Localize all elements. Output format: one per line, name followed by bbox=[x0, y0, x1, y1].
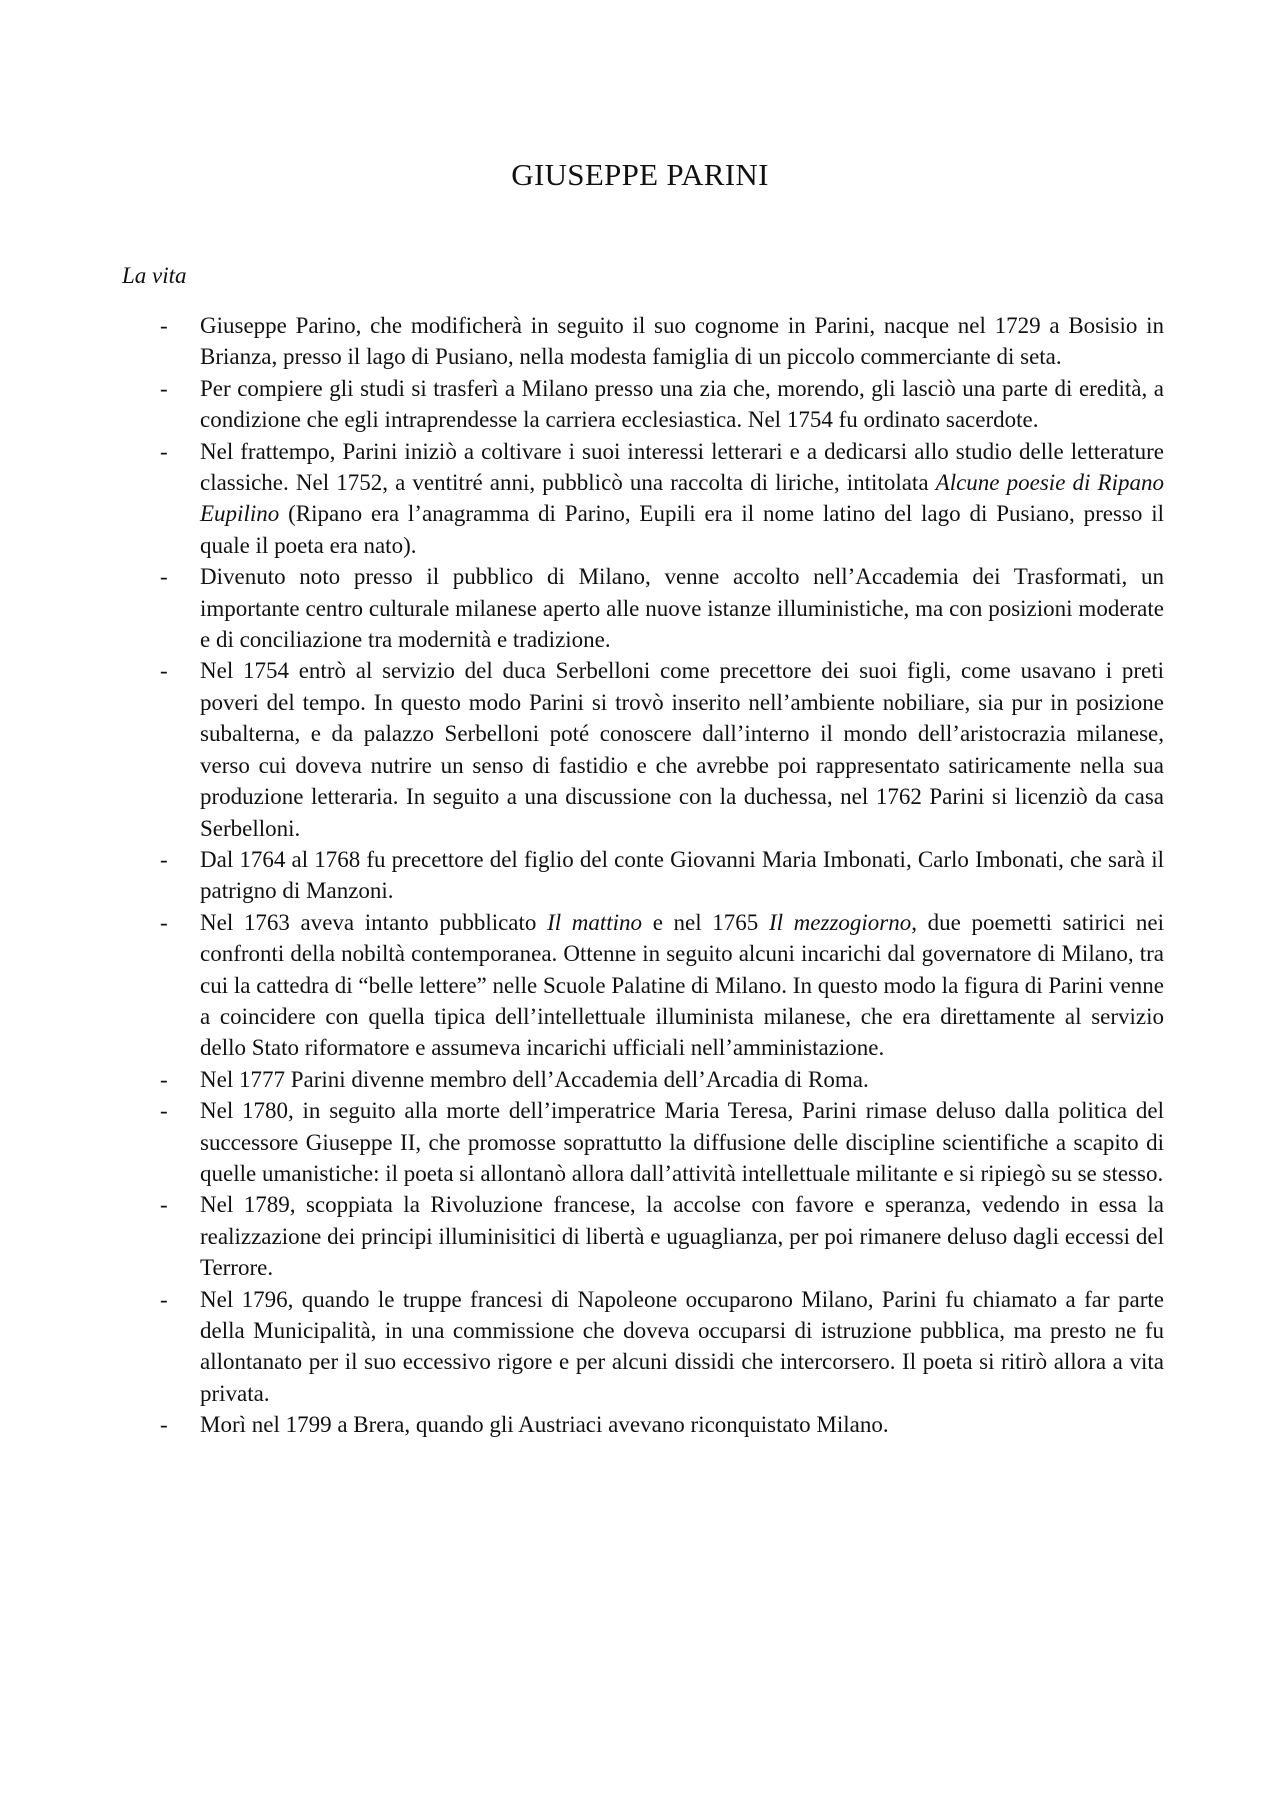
list-item bbox=[0, 655, 1164, 843]
text-segment: Divenuto noto presso il pubblico di Milano, venne accolto nell’Accademia dei Trasformati, un importante centro culturale milanese aperto alle nuove istanze illuministiche, ma con posizioni moderate e di conciliazione tra modernità e tradizione. bbox=[200, 564, 1164, 653]
text-segment: Morì nel 1799 a Brera, quando gli Austriaci avevano riconquistato Milano. bbox=[200, 1412, 889, 1438]
list-item-text bbox=[200, 658, 1164, 840]
bullet-dash: - bbox=[160, 658, 168, 684]
page-title: GIUSEPPE PARINI bbox=[511, 157, 769, 192]
bullet-dash: - bbox=[160, 313, 168, 338]
bullet-dash: - bbox=[160, 375, 168, 401]
list-item-text bbox=[200, 1412, 889, 1437]
list-item bbox=[0, 1409, 1164, 1440]
text-segment: Nel 1777 Parini divenne membro dell’Accademia dell’Arcadia di Roma. bbox=[200, 1066, 869, 1092]
text-segment: Nel 1754 entrò al servizio del duca Serbelloni come precettore dei suoi figli, come usavano i preti poveri del tempo. In questo modo Parini si trovò inserito nell’ambiente nobiliare, sia pur in posizione subalterna, e da palazzo Serbelloni poté conoscere dall’interno il mondo dell’aristocrazia milanese, verso cui doveva nutrire un senso di fastidio e che avrebbe poi rappresentato satiricamente nella sua produzione letteraria. In seguito a una discussione con la duchessa, nel 1762 Parini si licenziò da casa Serbelloni. bbox=[200, 658, 1164, 841]
bullet-dash: - bbox=[160, 909, 168, 935]
list-item-text bbox=[200, 1192, 1164, 1280]
text-segment: , due poemetti satirici nei confronti della nobiltà contemporanea. Ottenne in seguito alcuni incarichi dal governatore di Milano, tra cui la cattedra di “belle lettere” nelle Scuole Palatine di Milano. In questo modo la figura di Parini venne a coincidere con quella tipica dell’intellettuale illuminista milanese, che era direttamente al servizio dello Stato riformatore e assumeva incarichi ufficiali nell’amministazione. bbox=[200, 909, 1164, 1061]
italic-title-text: Il mattino bbox=[547, 909, 643, 935]
list-item bbox=[0, 561, 1164, 655]
bullet-dash: - bbox=[160, 1192, 168, 1218]
list-item bbox=[0, 844, 1164, 907]
list-item bbox=[0, 436, 1164, 562]
list-item-text bbox=[200, 1067, 869, 1092]
bullet-dash: - bbox=[160, 1098, 168, 1124]
list-item bbox=[0, 1189, 1164, 1283]
text-segment: Nel 1789, scoppiata la Rivoluzione francese, la accolse con favore e speranza, vedendo in essa la realizzazione dei principi illuminisitici di libertà e uguaglianza, per poi rimanere deluso dagli eccessi del Terrore. bbox=[200, 1192, 1164, 1281]
list-item bbox=[0, 1064, 1164, 1095]
list-item-text bbox=[200, 313, 1164, 369]
text-segment: e nel 1765 bbox=[642, 909, 769, 935]
list-item-text bbox=[200, 564, 1164, 652]
text-segment: Dal 1764 al 1768 fu precettore del figlio del conte Giovanni Maria Imbonati, Carlo Imbonati, che sarà il patrigno di Manzoni. bbox=[200, 846, 1164, 904]
list-item bbox=[0, 310, 1164, 373]
bullet-dash: - bbox=[160, 846, 168, 872]
text-segment: (Ripano era l’anagramma di Parino, Eupili era il nome latino del lago di Pusiano, presso il quale il poeta era nato). bbox=[200, 501, 1164, 558]
text-segment: Nel frattempo, Parini iniziò a coltivare i suoi interessi letterari e a dedicarsi allo studio delle letterature classiche. Nel 1752, a ventitré anni, pubblicò una raccolta di liriche, intitolata bbox=[200, 438, 1164, 496]
italic-title-text: Alcune poesie di Ripano Eupilino bbox=[200, 470, 1164, 527]
bullet-dash: - bbox=[160, 564, 168, 590]
biography-list bbox=[0, 310, 1280, 1441]
bullet-dash: - bbox=[160, 1286, 168, 1312]
list-item-text bbox=[200, 439, 1164, 558]
text-segment: Per compiere gli studi si trasferì a Milano presso una zia che, morendo, gli lasciò una parte di eredità, a condizione che egli intraprendesse la carriera ecclesiastica. Nel 1754 fu ordinato sacerdote. bbox=[200, 375, 1164, 433]
list-item-text bbox=[200, 1287, 1164, 1406]
bullet-dash: - bbox=[160, 1412, 168, 1438]
italic-title-text: Il mezzogiorno bbox=[768, 909, 912, 935]
bullet-dash: - bbox=[160, 438, 168, 464]
text-segment: Nel 1780, in seguito alla morte dell’imperatrice Maria Teresa, Parini rimase deluso dalla politica del successore Giuseppe II, che promosse soprattutto la diffusione delle discipline scientifiche a scapito di quelle umanistiche: il poeta si allontanò allora dall’attività intellettuale militante e si ripiegò su se stesso. bbox=[200, 1098, 1164, 1186]
text-segment: Nel 1763 aveva intanto pubblicato bbox=[200, 909, 548, 935]
text-segment: Nel 1796, quando le truppe francesi di Napoleone occuparono Milano, Parini fu chiamato a far parte della Municipalità, in una commissione che doveva occuparsi di istruzione pubblica, ma presto ne fu allontanato per il suo eccessivo rigore e per alcuni dissidi che intercorsero. Il poeta si ritirò allora a vita privata. bbox=[200, 1286, 1164, 1406]
list-item-text bbox=[200, 847, 1164, 903]
list-item bbox=[0, 1284, 1164, 1410]
section-heading: La vita bbox=[122, 263, 187, 288]
list-item bbox=[0, 907, 1164, 1064]
list-item bbox=[0, 373, 1164, 436]
list-item bbox=[0, 1095, 1164, 1189]
bullet-dash: - bbox=[160, 1066, 168, 1092]
list-item-text bbox=[200, 376, 1164, 432]
list-item-text bbox=[200, 910, 1164, 1061]
text-segment: Giuseppe Parino, che modificherà in seguito il suo cognome in Parini, nacque nel 1729 a Bosisio in Brianza, presso il lago di Pusiano, nella modesta famiglia di un piccolo commerciante di seta. bbox=[200, 313, 1164, 370]
list-item-text bbox=[200, 1098, 1164, 1186]
